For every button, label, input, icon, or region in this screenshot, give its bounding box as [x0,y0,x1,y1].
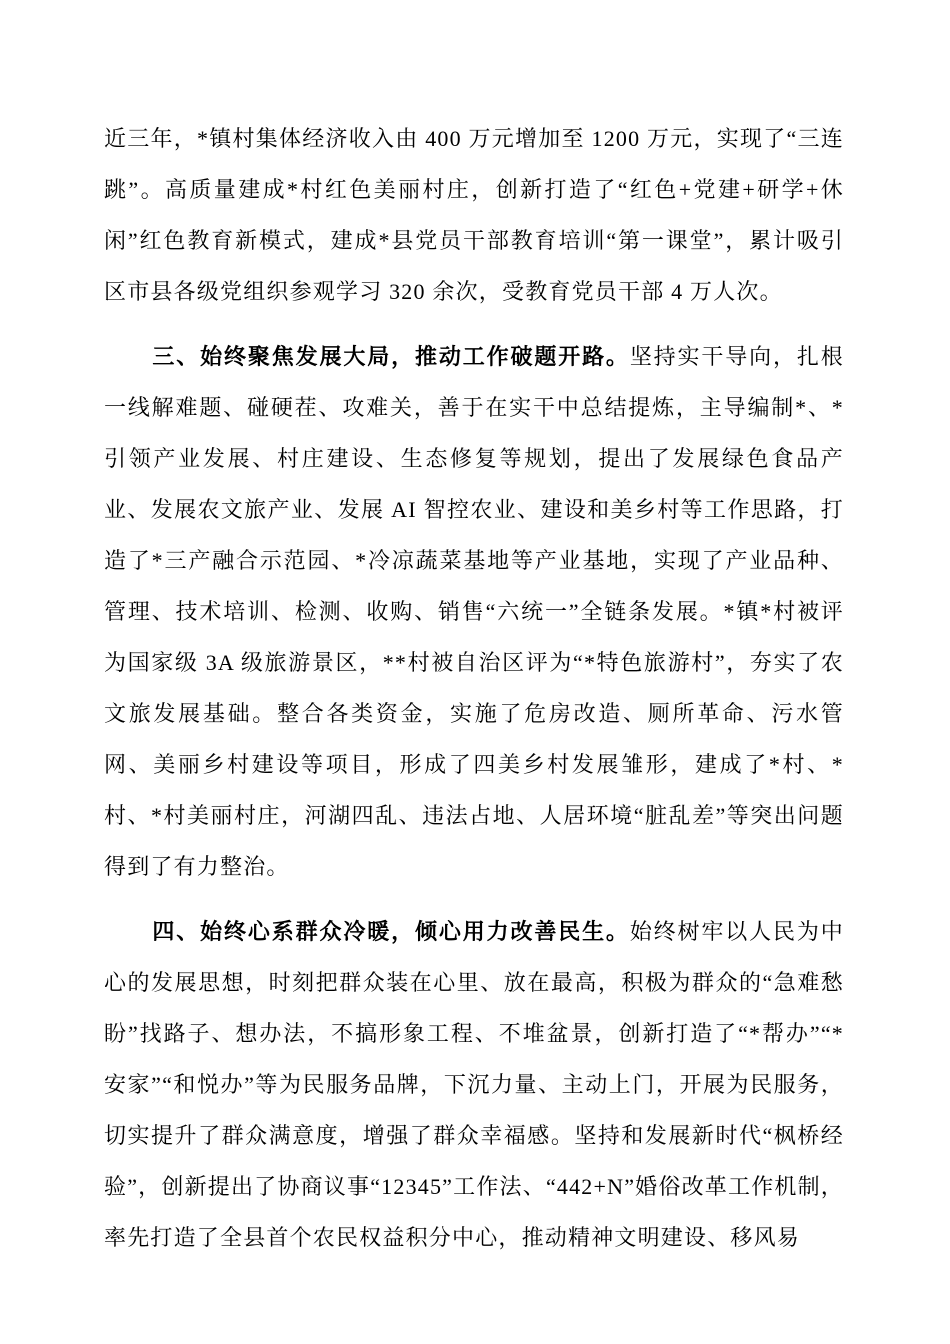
section-three-heading: 三、始终聚焦发展大局，推动工作破题开路。 [152,344,630,369]
paragraph-text: 始终树牢以人民为中心的发展思想，时刻把群众装在心里、放在最高，积极为群众的“急难愁盼”找路子、想办法，不搞形象工程、不堆盆景，创新打造了“*帮办”“*安家”“和悦办”等为民服务品牌，下沉力量、主动上门，开展为民服务，切实提升了群众满意度，增强了群众幸福感。坚持和发展新时代“枫桥经验”，创新提出了协商议事“12345”工作法、“442+N”婚俗改革工作机制，率先打造了全县首个农民权益积分中心，推动精神文明建设、移风易 [104,919,844,1250]
paragraph-section-four [104,906,844,1263]
paragraph-section-three [104,331,844,892]
paragraph-continuation [104,113,844,317]
section-four-heading: 四、始终心系群众冷暖，倾心用力改善民生。 [152,919,630,944]
paragraph-text: 近三年，*镇村集体经济收入由 400 万元增加至 1200 万元，实现了“三连跳”。高质量建成*村红色美丽村庄，创新打造了“红色+党建+研学+休闲”红色教育新模式，建成*县党员干部教育培训“第一课堂”，累计吸引区市县各级党组织参观学习 320 余次，受教育党员干部 4 万人次。 [104,126,844,304]
paragraph-text: 坚持实干导向，扎根一线解难题、碰硬茬、攻难关，善于在实干中总结提炼，主导编制*、*引领产业发展、村庄建设、生态修复等规划，提出了发展绿色食品产业、发展农文旅产业、发展 AI 智控农业、建设和美乡村等工作思路，打造了*三产融合示范园、*冷凉蔬菜基地等产业基地，实现了产业品种、管理、技术培训、检测、收购、销售“六统一”全链条发展。*镇*村被评为国家级 3A 级旅游景区，**村被自治区评为“*特色旅游村”，夯实了农文旅发展基础。整合各类资金，实施了危房改造、厕所革命、污水管网、美丽乡村建设等项目，形成了四美乡村发展雏形，建成了*村、*村、*村美丽村庄，河湖四乱、违法占地、人居环境“脏乱差”等突出问题得到了有力整治。 [104,344,844,879]
document-body [104,113,844,1263]
